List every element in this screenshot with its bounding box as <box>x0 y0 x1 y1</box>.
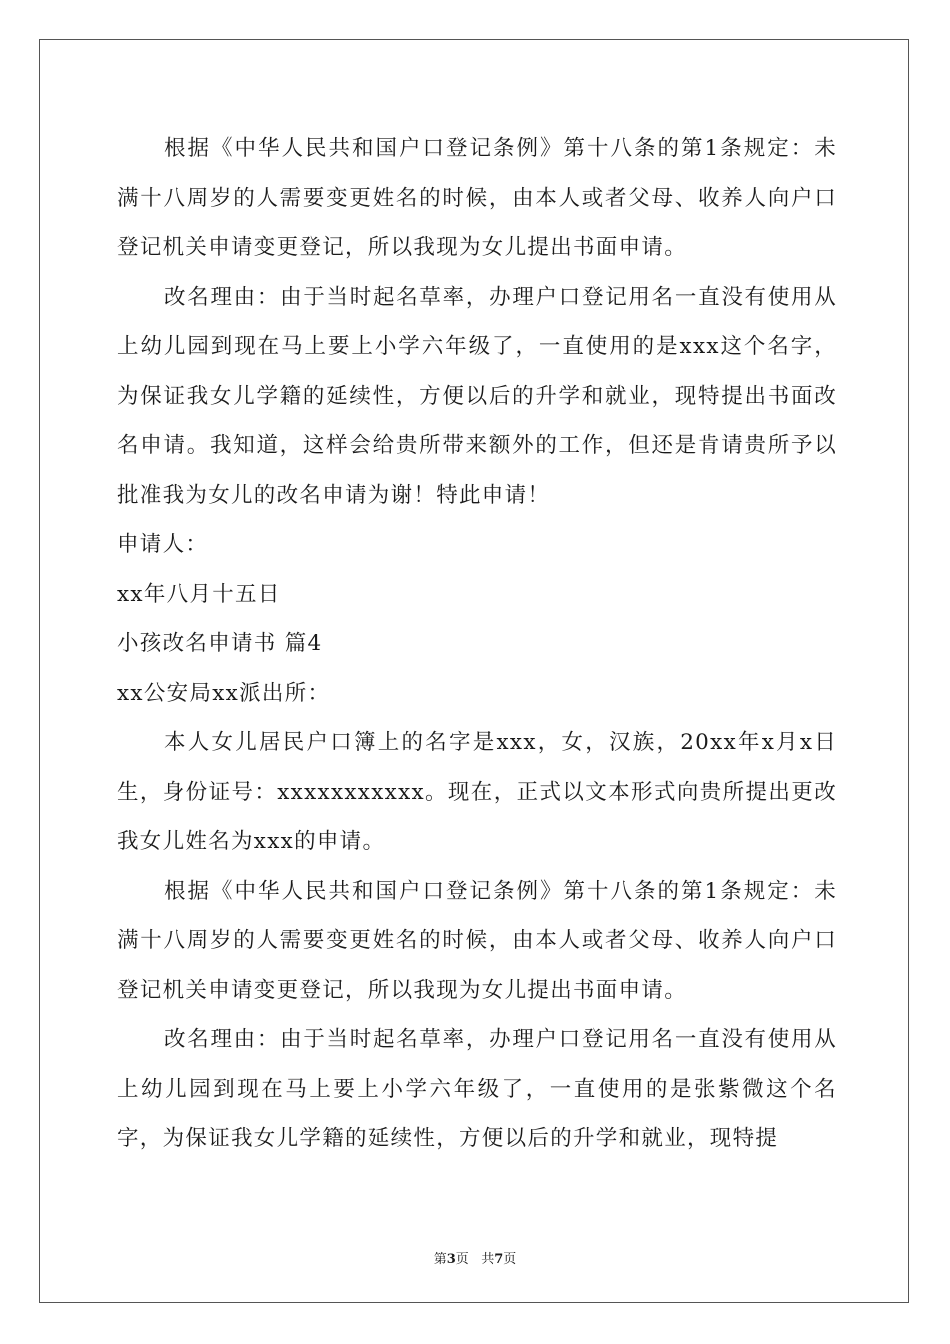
applicant-label: 申请人： <box>117 532 209 557</box>
document-body <box>117 124 837 1164</box>
total-page-number: 7 <box>494 1252 504 1267</box>
footer-middle: 页 共 <box>455 1252 495 1267</box>
page-number-footer <box>0 1248 950 1267</box>
footer-suffix: 页 <box>503 1252 517 1267</box>
application-date: xx年八月十五日 <box>117 581 281 607</box>
paragraph-reason-1: 改名理由：由于当时起名草率，办理户口登记用名一直没有使用从上幼儿园到现在马上要上小学六年级了，一直使用的是xxx这个名字，为保证我女儿学籍的延续性，方便以后的升学和就业，现特提出书面改名申请。我知道，这样会给贵所带来额外的工作，但还是肯请贵所予以批准我为女儿的改名申请为谢！特此申请！ <box>117 284 837 508</box>
paragraph-regulation-2: 根据《中华人民共和国户口登记条例》第十八条的第1条规定：未满十八周岁的人需要变更姓名的时候，由本人或者父母、收养人向户口登记机关申请变更登记，所以我现为女儿提出书面申请。 <box>117 878 837 1003</box>
section-heading: 小孩改名申请书 篇4 <box>117 631 323 656</box>
current-page-number: 3 <box>446 1252 456 1267</box>
paragraph-intro: 本人女儿居民户口簿上的名字是xxx，女，汉族，20xx年x月x日生，身份证号：xxxxxxxxxxx。现在，正式以文本形式向贵所提出更改我女儿姓名为xxx的申请。 <box>117 730 837 854</box>
footer-prefix: 第 <box>433 1252 447 1267</box>
paragraph-reason-2: 改名理由：由于当时起名草率，办理户口登记用名一直没有使用从上幼儿园到现在马上要上小学六年级了，一直使用的是张紫微这个名字，为保证我女儿学籍的延续性，方便以后的升学和就业，现特提 <box>117 1027 837 1151</box>
addressee-line: xx公安局xx派出所： <box>117 680 331 706</box>
paragraph-regulation-1: 根据《中华人民共和国户口登记条例》第十八条的第1条规定：未满十八周岁的人需要变更姓名的时候，由本人或者父母、收养人向户口登记机关申请变更登记，所以我现为女儿提出书面申请。 <box>117 136 837 260</box>
